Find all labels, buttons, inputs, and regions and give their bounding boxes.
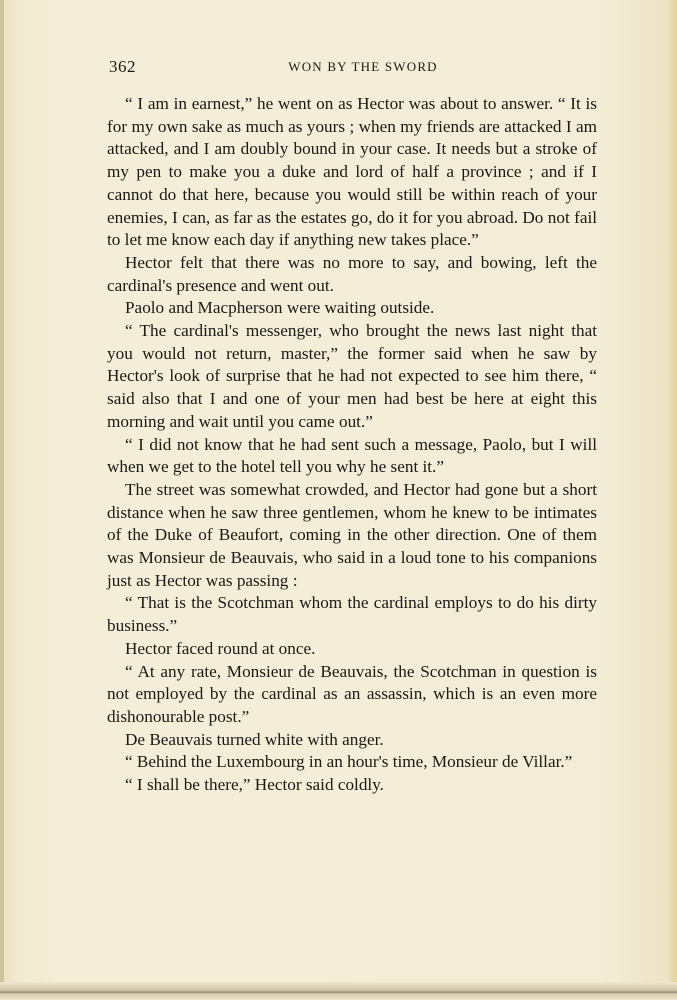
- page-bottom-edge: [0, 982, 677, 1000]
- paragraph: Hector faced round at once.: [125, 638, 316, 658]
- paragraph: Hector felt that there was no more to say, and bowing, left the cardinal's presence and went out.: [107, 252, 597, 295]
- running-head: WON BY THE SWORD: [288, 59, 438, 74]
- paragraph: “ At any rate, Monsieur de Beauvais, the Scotchman in question is not employed by the cardinal as an assassin, which is an even more dishonourable post.”: [107, 661, 597, 726]
- page-left-edge: [0, 0, 4, 1000]
- paragraph: De Beauvais turned white with anger.: [125, 729, 384, 749]
- page-right-edge: [669, 0, 677, 1000]
- paragraph: “ I shall be there,” Hector said coldly.: [125, 775, 384, 795]
- paragraph: “ The cardinal's messenger, who brought the news last night that you would not return, master,” the former said when he saw by Hector's look of surprise that he had not expected to see him there, “ said also that I and one of your men had best be here at eight this morning and wait until you came out.”: [107, 321, 597, 431]
- paragraph: “ I am in earnest,” he went on as Hector was about to answer. “ It is for my own sake as much as yours ; when my friends are attacked I am attacked, and I am doubly bound in your case. It needs but a stroke of my pen to make you a duke and lord of half a province ; and if I cannot do that here, because you would still be within reach of your enemies, I can, as far as the estates go, do it for you abroad. Do not fail to let me know each day if anything new takes place.”: [107, 94, 597, 250]
- paragraph: Paolo and Macpherson were waiting outside.: [125, 298, 435, 318]
- body-text: [107, 93, 597, 797]
- paragraph: “ Behind the Luxembourg in an hour's time, Monsieur de Villar.”: [125, 752, 573, 772]
- paragraph: “ That is the Scotchman whom the cardinal employs to do his dirty business.”: [107, 593, 597, 636]
- page-header: [109, 57, 597, 79]
- paragraph: The street was somewhat crowded, and Hector had gone but a short distance when he saw three gentlemen, whom he knew to be intimates of the Duke of Beaufort, coming in the other direction. One of them was Monsieur de Beauvais, who said in a loud tone to his companions just as Hector was passing :: [107, 479, 597, 590]
- page-number: 362: [109, 57, 136, 76]
- paragraph: “ I did not know that he had sent such a message, Paolo, but I will when we get to the hotel tell you why he sent it.”: [107, 434, 597, 477]
